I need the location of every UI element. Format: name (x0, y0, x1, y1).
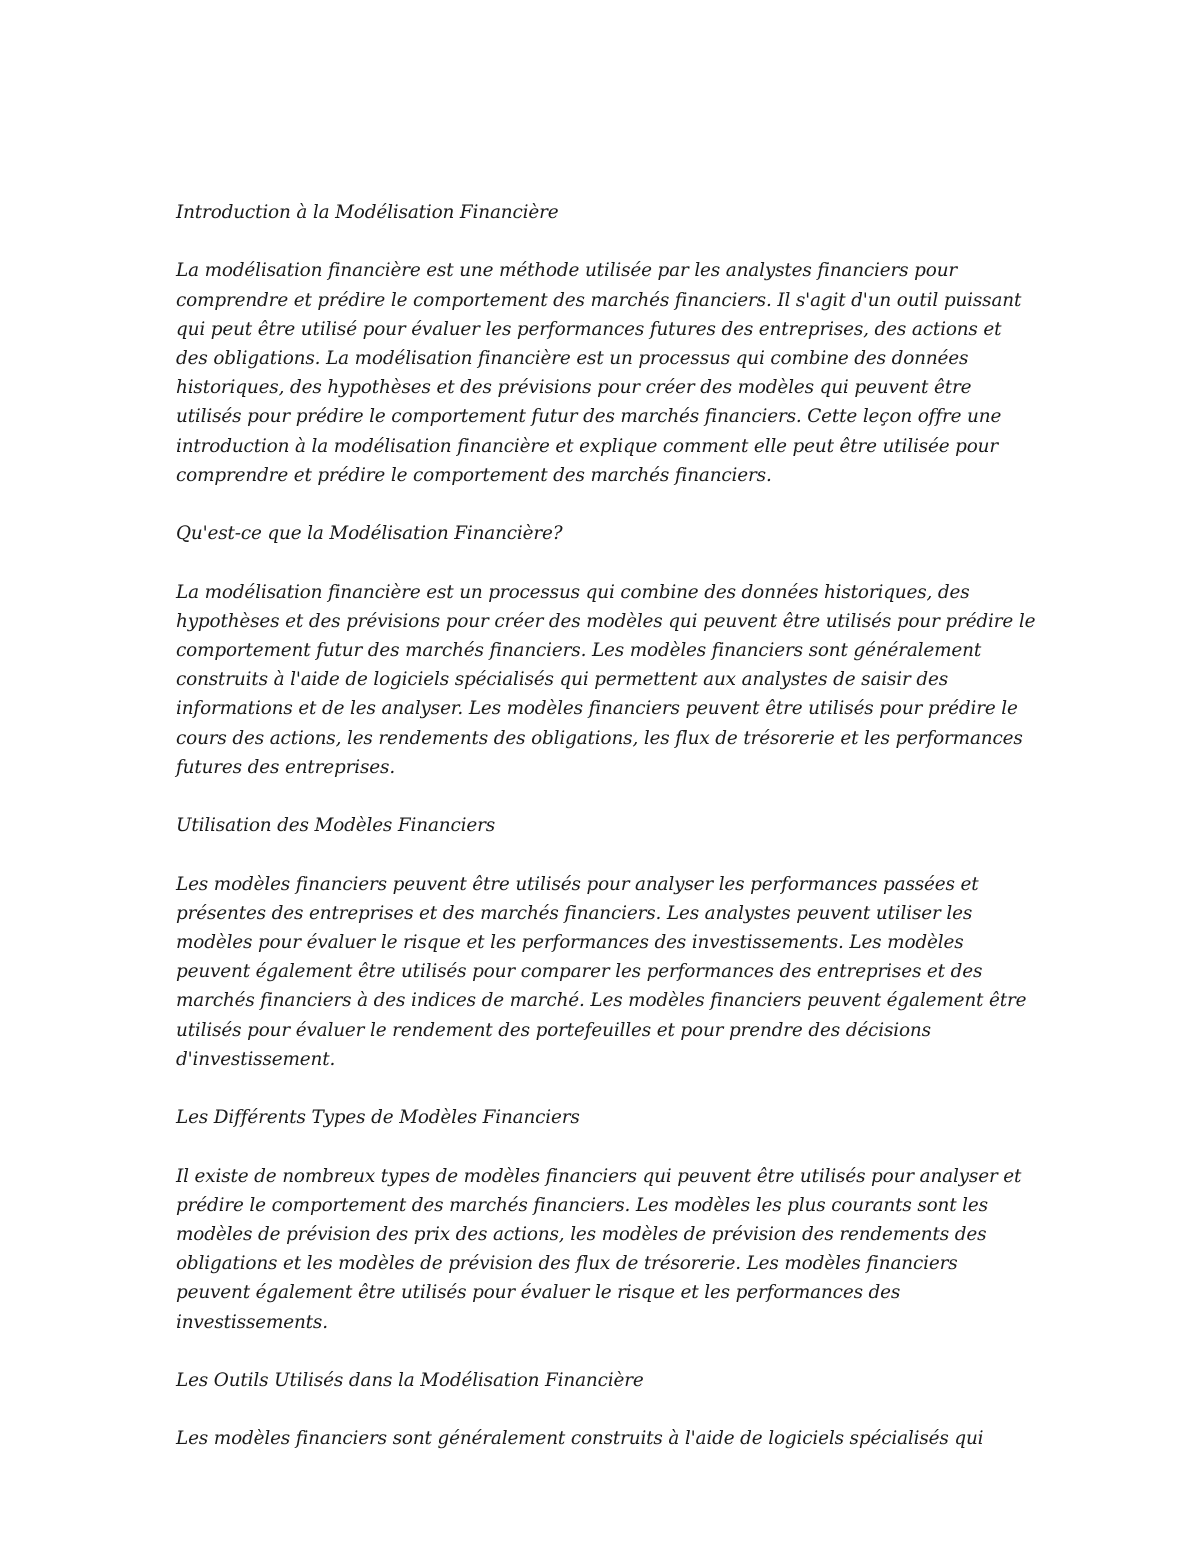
section-body-introduction: La modélisation financière est une méthode utilisée par les analystes financiers pour comprendre et prédire le comportement des marchés financiers. Il s'agit d'un outil puissant qui peut être utilisé pour évaluer les performances futures des entreprises, des actions et des obligations. La modélisation financière est un processus qui combine des données historiques, des hypothèses et des prévisions pour créer des modèles qui peuvent être utilisés pour prédire le comportement futur des marchés financiers. Cette leçon offre une introduction à la modélisation financière et explique comment elle peut être utilisée pour comprendre et prédire le comportement des marchés financiers. (176, 260, 1022, 486)
section-body-tools: Les modèles financiers sont généralement construits à l'aide de logiciels spécialisés qui (176, 1428, 984, 1450)
section-heading-types: Les Différents Types de Modèles Financiers (176, 1107, 580, 1129)
section-body-what-is: La modélisation financière est un processus qui combine des données historiques, des hypothèses et des prévisions pour créer des modèles qui peuvent être utilisés pour prédire le comportement futur des marchés financiers. Les modèles financiers sont généralement construits à l'aide de logiciels spécialisés qui permettent aux analystes de saisir des informations et de les analyser. Les modèles financiers peuvent être utilisés pour prédire le cours des actions, les rendements des obligations, les flux de trésorerie et les performances futures des entreprises. (176, 581, 1036, 778)
section-heading-what-is: Qu'est-ce que la Modélisation Financière? (176, 523, 563, 545)
section-heading-introduction: Introduction à la Modélisation Financière (176, 202, 559, 223)
section-body-usage: Les modèles financiers peuvent être utilisés pour analyser les performances passées et présentes des entreprises et des marchés financiers. Les analystes peuvent utiliser les modèles pour évaluer le risque et les performances des investissements. Les modèles peuvent également être utilisés pour comparer les performances des entreprises et des marchés financiers à des indices de marché. Les modèles financiers peuvent également être utilisés pour évaluer le rendement des portefeuilles et pour prendre des décisions d'investissement. (176, 873, 1027, 1070)
section-body-types: Il existe de nombreux types de modèles financiers qui peuvent être utilisés pour analyser et prédire le comportement des marchés financiers. Les modèles les plus courants sont les modèles de prévision des prix des actions, les modèles de prévision des rendements des obligations et les modèles de prévision des flux de trésorerie. Les modèles financiers peuvent également être utilisés pour évaluer le risque et les performances des investissements. (176, 1165, 1022, 1333)
section-heading-usage: Utilisation des Modèles Financiers (176, 815, 496, 837)
section-heading-tools: Les Outils Utilisés dans la Modélisation Financière (176, 1370, 644, 1391)
document-page (176, 198, 1036, 1483)
